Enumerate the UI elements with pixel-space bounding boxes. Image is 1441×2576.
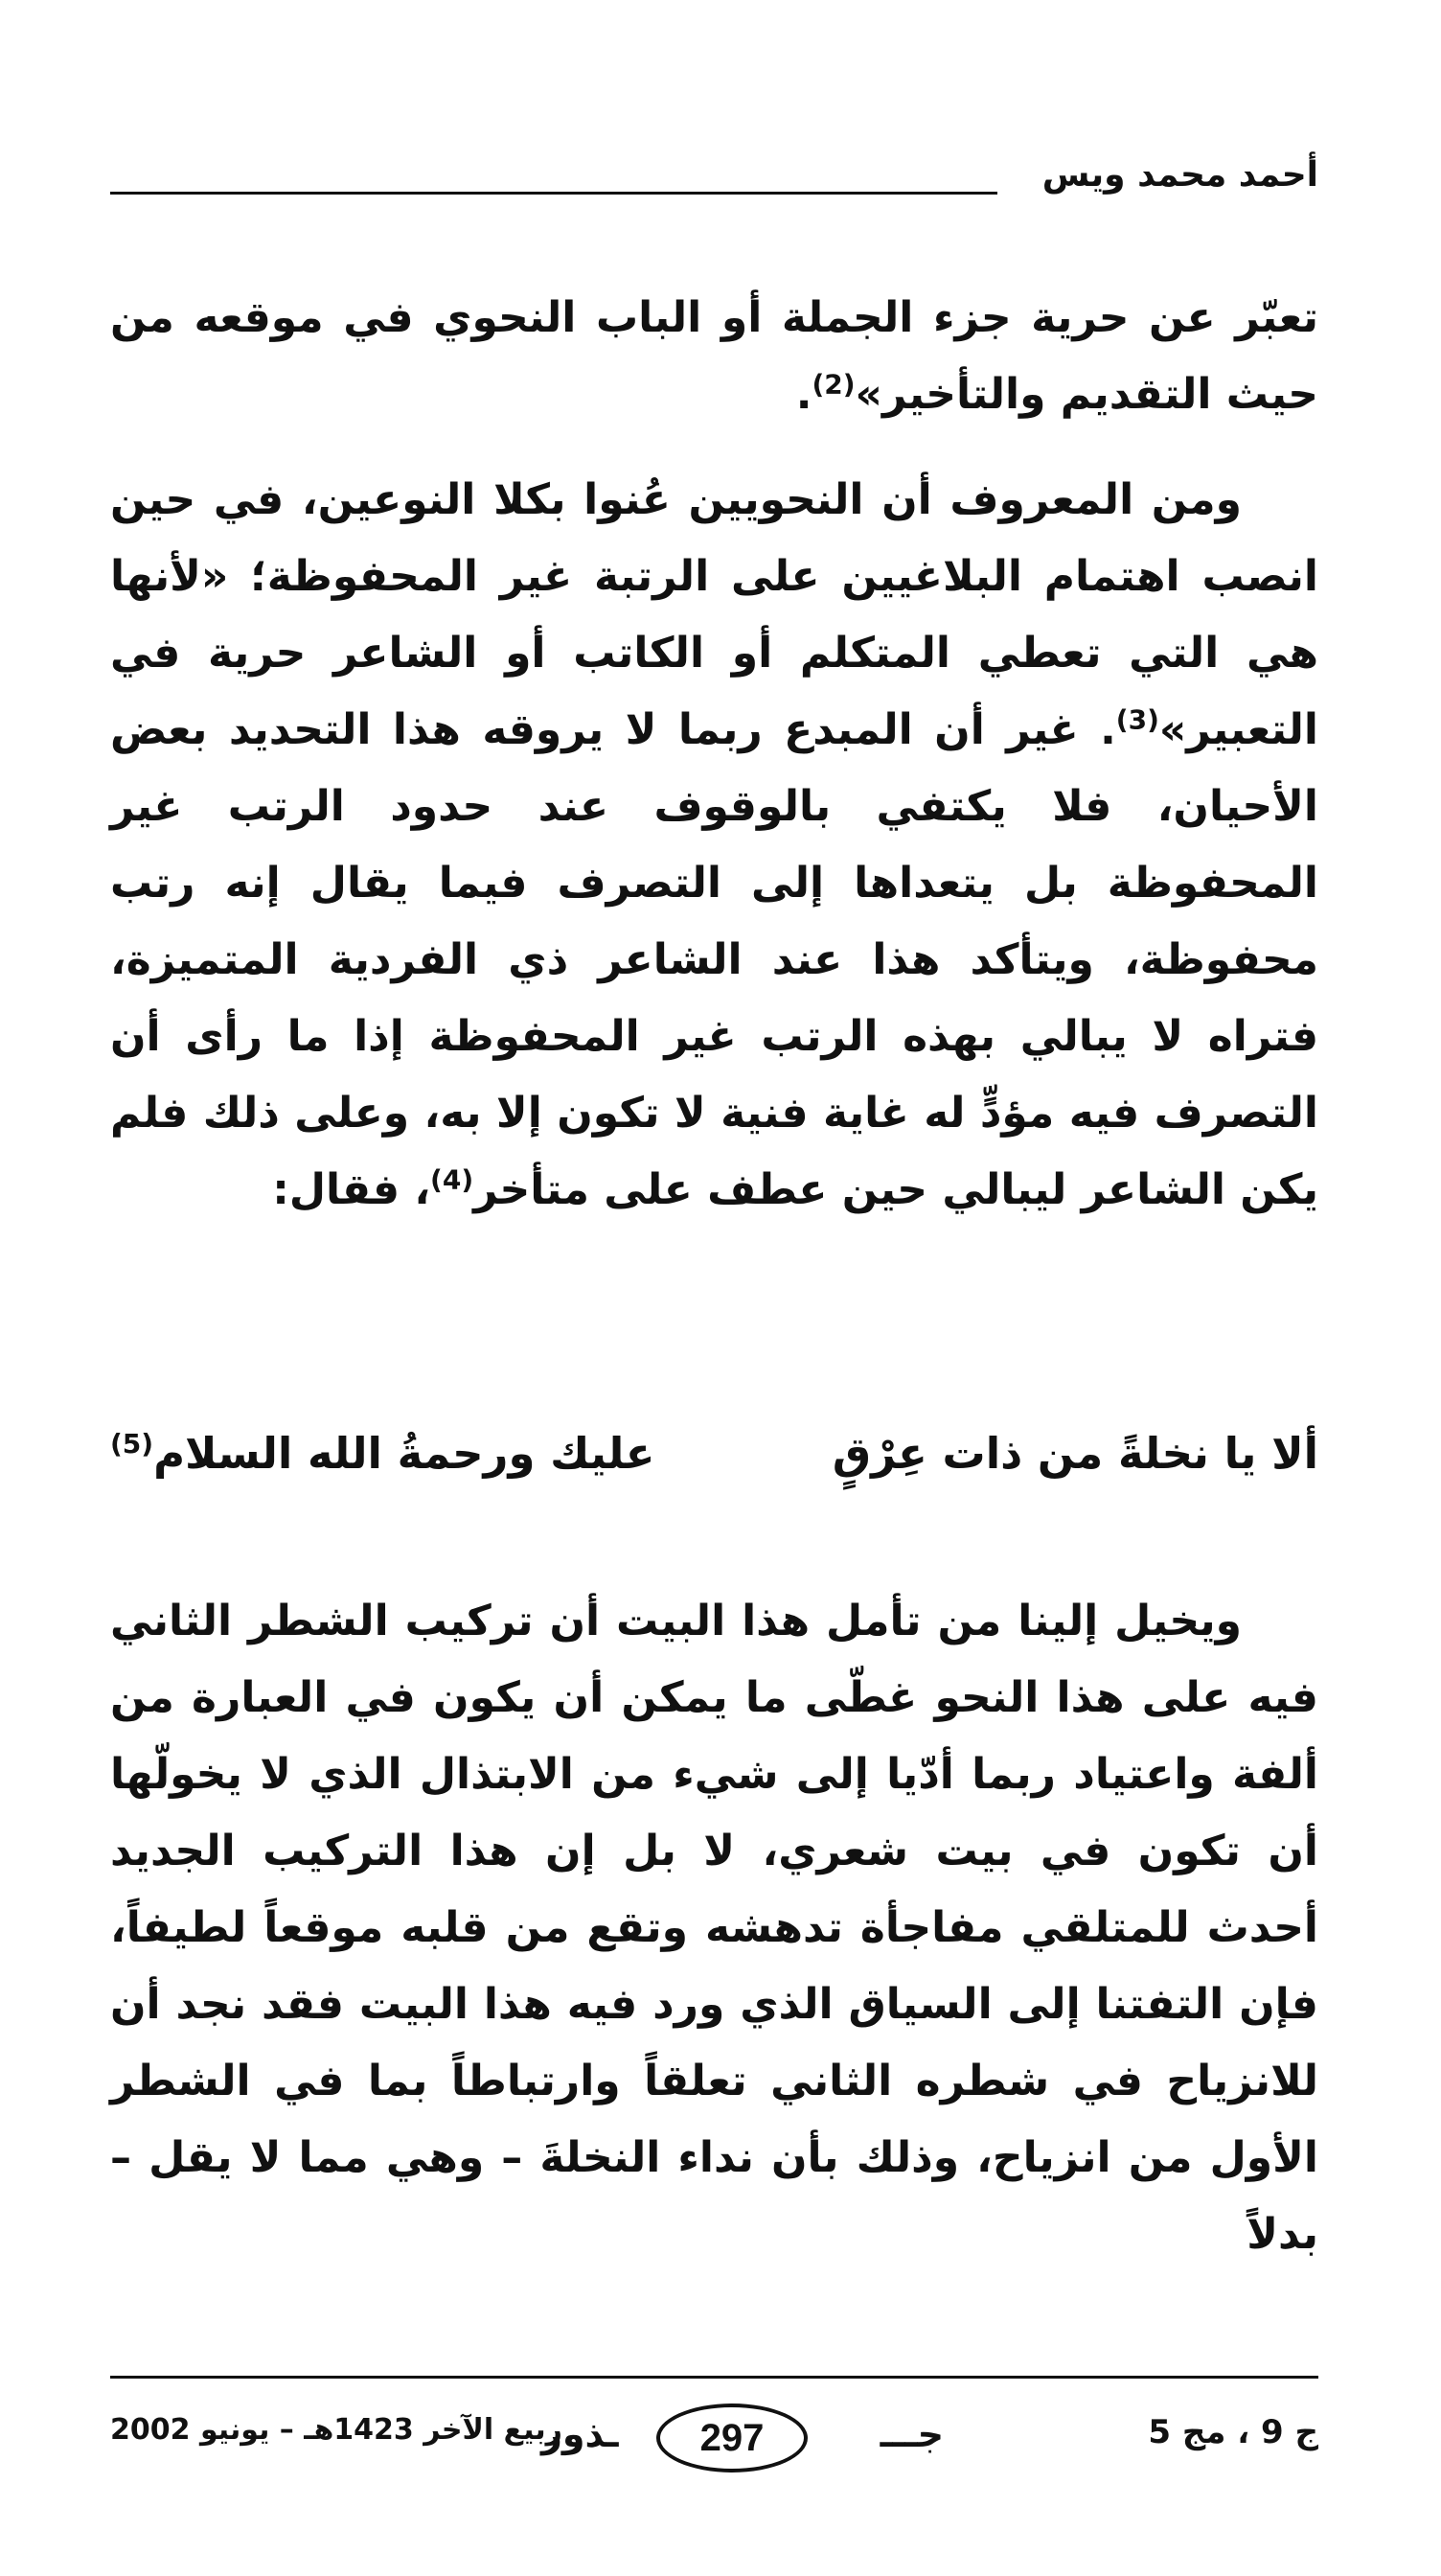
paragraph-1-end: . [795, 370, 812, 419]
issue-info: ج 9 ، مج 5 [1148, 2413, 1318, 2451]
issue-date: ربيع الآخر 1423هـ – يونيو 2002 [110, 2413, 562, 2447]
paragraph-2-text-b: . غير أن المبدع ربما لا يروقه هذا التحديد بعض الأحيان، فلا يكتفي بالوقوف عند حدود الرتب غير المحفوظة بل يتعداها إلى التصرف فيما يقال إنه رتب محفوظة، ويتأكد هذا عند الشاعر ذي الفردية المتميزة، فتراه لا يبالي بهذه الرتب غير المحفوظة إذا ما رأى أن التصرف فيه مؤدٍّ له غاية فنية لا تكون إلا به، وعلى ذلك فلم يكن الشاعر ليبالي حين عطف على متأخر [110, 705, 1318, 1214]
page-footer [110, 2396, 1318, 2482]
verse-second-hemistich-text: عليك ورحمةُ الله السلام [153, 1428, 655, 1479]
verse-second-hemistich [110, 1428, 654, 1479]
main-text [110, 280, 1318, 1229]
verse-first-hemistich: ألا يا نخلةً من ذات عِرْقٍ [832, 1428, 1318, 1479]
poetry-verse [110, 1428, 1318, 1514]
journal-logo [541, 2404, 944, 2471]
paragraph-2-text-c: ، فقال: [272, 1165, 431, 1214]
paragraph-3: ويخيل إلينا من تأمل هذا البيت أن تركيب الشطر الثاني فيه على هذا النحو غطّى ما يمكن أن يكون في العبارة من ألفة واعتياد ربما أدّيا إلى شيء من الابتذال الذي لا يخولّها أن تكون في بيت شعري، لا بل إن هذا التركيب الجديد أحدث للمتلقي مفاجأة تدهشه وتقع من قلبه موقعاً لطيفاً، فإن التفتنا إلى السياق الذي ورد فيه هذا البيت فقد نجد أن للانزياح في شطره الثاني تعلقاً وارتباطاً بما في الشطر الأول من انزياح، وذلك بأن نداء النخلةَ – وهي مما لا يقل – بدلاً [110, 1597, 1318, 2259]
paragraph-2 [110, 462, 1318, 1229]
paragraph-1-text: تعبّر عن حرية جزء الجملة أو الباب النحوي في موقعه من حيث التقديم والتأخير» [110, 293, 1318, 419]
running-header [110, 153, 1318, 211]
footnote-ref-2: (2) [812, 368, 856, 401]
footnote-ref-3: (3) [1115, 703, 1159, 736]
footnote-ref-4: (4) [430, 1163, 474, 1196]
footnote-ref-5: (5) [110, 1428, 154, 1460]
paragraph-2-text-a: ومن المعروف أن النحويين عُنوا بكلا النوعين، في حين انصب اهتمام البلاغيين على الرتبة غير المحفوظة؛ «لأنها هي التي تعطي المتكلم أو الكاتب أو الشاعر حرية في التعبير» [110, 475, 1318, 754]
header-rule [110, 192, 997, 195]
main-text-continued [110, 1583, 1318, 2273]
page-number: 297 [656, 2404, 808, 2472]
footer-rule [110, 2376, 1318, 2379]
header-author: أحمد محمد ويس [1041, 155, 1318, 195]
journal-name-end: ـذور [541, 2413, 619, 2455]
paragraph-1 [110, 280, 1318, 433]
journal-name-start: جـــ [880, 2413, 944, 2455]
